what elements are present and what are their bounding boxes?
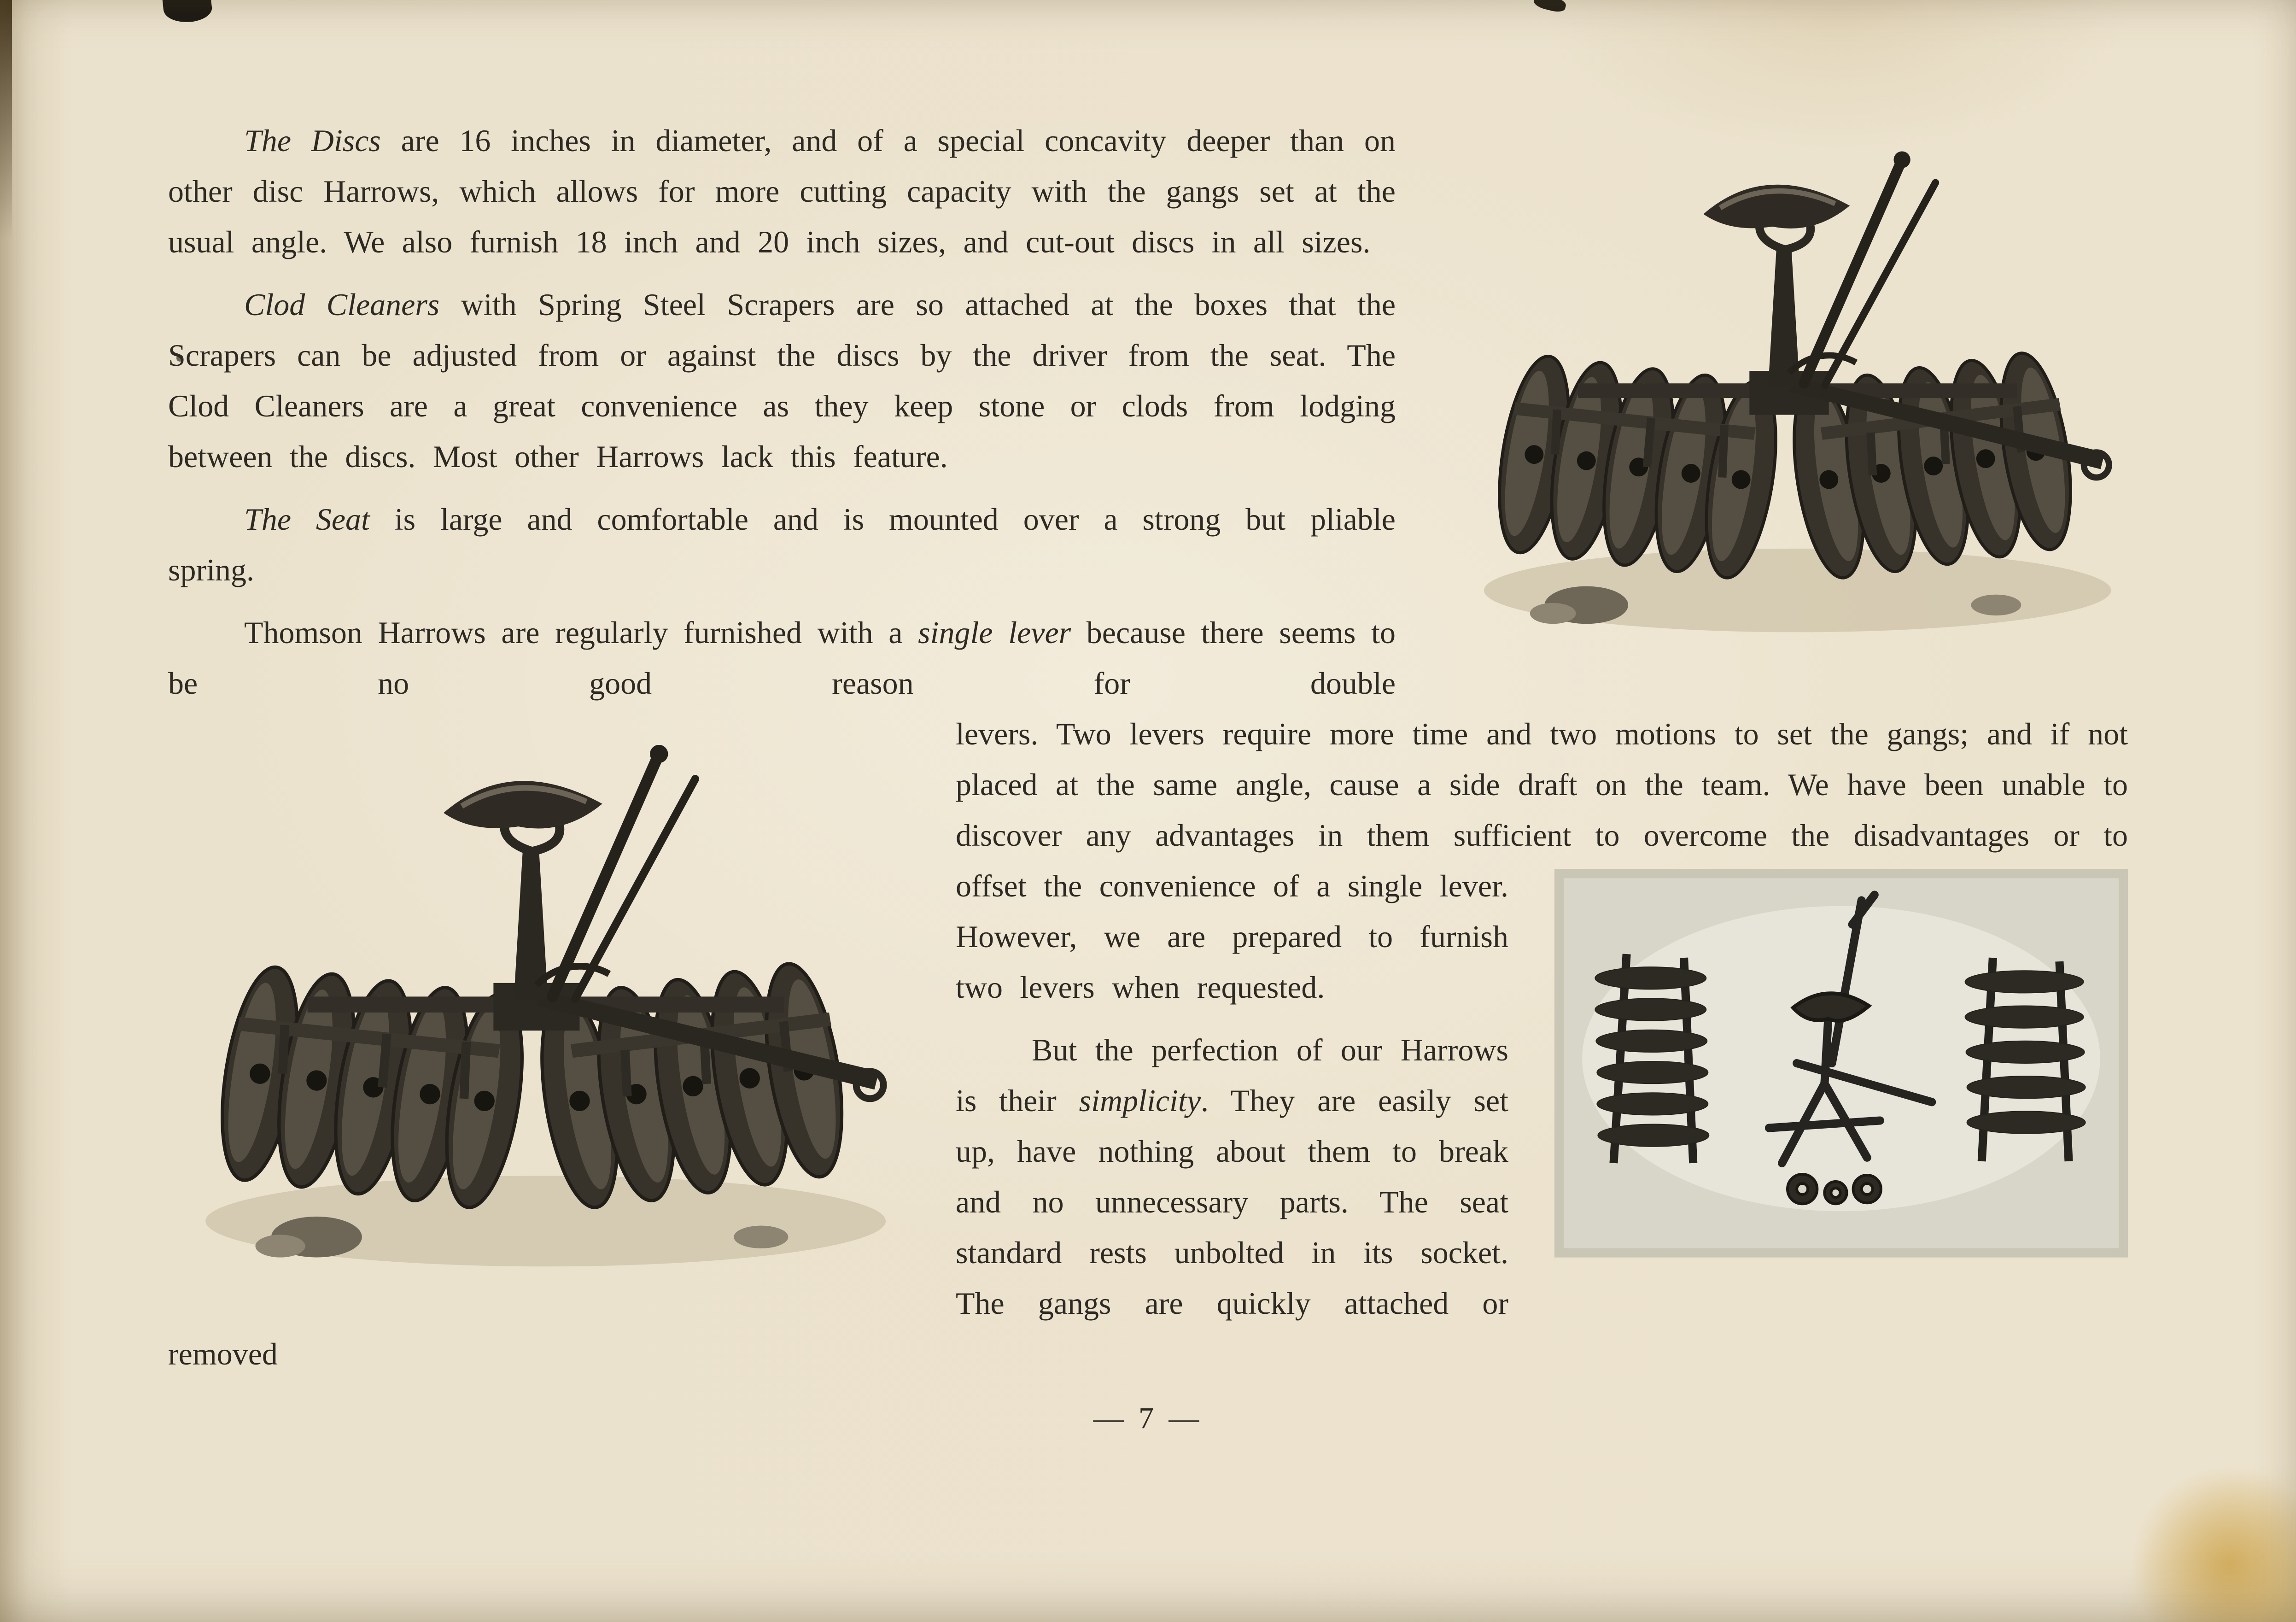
paragraph-lever-p3: levers. Two levers require more time and two motions to set the gangs; and if not placed at the same angle, cause a side draft on the team. We have been unable to discover any advantages in them sufficient to overcome the disadvantages or to offset the convenience of a single lever. [956,716,2128,903]
paragraph-simplicity-italic: simplicity [1079,1083,1201,1118]
disc-harrow-illustration [168,713,900,1303]
paragraph-simplicity-p1: But the perfection of our Harrows is their [956,1032,1508,1118]
harrow-parts-photo [1554,865,2128,1261]
figure-disc-harrow-bottom-left [168,713,900,1303]
page-number: — 7 — [1093,1401,1203,1435]
ink-mark-top-left [162,0,213,24]
page-content [168,115,2128,1444]
ink-mark-top-right [1532,0,1567,14]
paragraph-discs-lead: The Discs [244,123,381,158]
paragraph-lever-p1: Thomson Harrows are regularly furnished with a [244,615,918,650]
paragraph-discs-body: are 16 inches in diameter, and of a special concavity deeper than on other disc Harrows, which allows for more cutting capacity with the gangs set at the usual angle. We also furnish 18 inch and 20 inch sizes, and cut-out discs in all sizes. [168,123,1396,259]
paragraph-simplicity-p2: . They are easily set up, have nothing about them to break and no unnecessary parts. The seat standard rests unbolted in its socket. The gangs are quickly attached or removed [168,1083,1508,1371]
paragraph-lever-p4: However, we are prepared to furnish two levers when requested. [956,919,1508,1005]
scan-edge-shadow [0,0,12,240]
paragraph-lever-continuation [168,709,2128,1013]
photo-right-gang [1965,958,2086,1161]
figure-disc-harrow-top-right [1446,122,2128,666]
paragraph-lever-p2: because there seems to be no good reason for double [168,615,1396,701]
stain-bottom-right [2130,1465,2296,1622]
paragraph-seat-lead: The Seat [244,502,370,537]
paragraph-clod-body: with Spring Steel Scrapers are so attached at the boxes that the Scrapers can be adjusted from or against the discs by the driver from the seat. The Clod Cleaners are a great convenience as they keep stone or clods from lodging between the discs. Most other Harrows lack this feature. [168,287,1396,474]
paragraph-seat-body: is large and comfortable and is mounted over a strong but pliable spring. [168,502,1396,587]
figure-harrow-parts-photo [1554,865,2128,1261]
paragraph-lever-italic: single lever [918,615,1071,650]
paragraph-clod-lead: Clod Cleaners [244,287,440,322]
disc-harrow-illustration [1446,122,2128,666]
